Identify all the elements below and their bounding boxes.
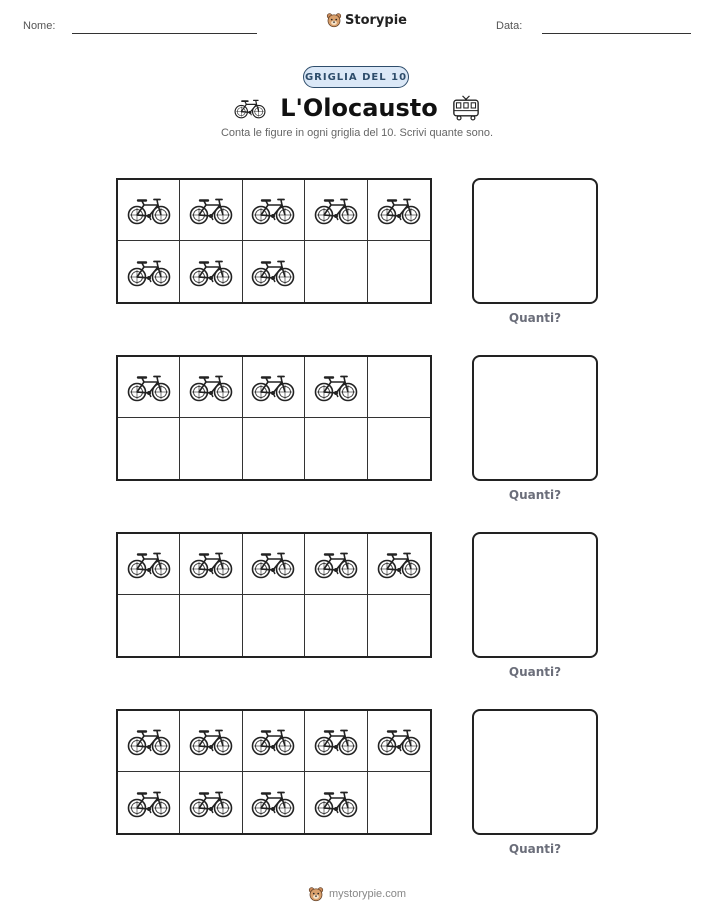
ten-frame-cell [180, 711, 242, 772]
bear-icon [308, 886, 324, 902]
ten-frame-cell [368, 595, 430, 656]
ten-frame-cell [305, 595, 367, 656]
ten-frame-cell [305, 180, 367, 241]
bicycle-icon [377, 194, 421, 226]
ten-frame [116, 532, 432, 658]
ten-frame-cell [243, 772, 305, 833]
answer-label: Quanti? [508, 311, 562, 325]
bicycle-icon [189, 548, 233, 580]
bicycle-icon [251, 371, 295, 403]
ten-frame-cell [180, 772, 242, 833]
bicycle-icon [251, 548, 295, 580]
footer [0, 886, 714, 902]
ten-frame-cell [305, 711, 367, 772]
bicycle-icon [127, 548, 171, 580]
bicycle-icon [251, 725, 295, 757]
ten-frame-cell [118, 241, 180, 302]
bicycle-icon [314, 787, 358, 819]
ten-frame-cell [118, 772, 180, 833]
ten-frame [116, 709, 432, 835]
answer-box[interactable] [472, 709, 598, 835]
answer-box[interactable] [472, 178, 598, 304]
bicycle-icon [189, 371, 233, 403]
page-title: L'Olocausto [280, 94, 438, 122]
ten-frame-cell [243, 180, 305, 241]
bicycle-icon [314, 548, 358, 580]
ten-frame-cell [118, 180, 180, 241]
ten-frame-cell [368, 241, 430, 302]
name-input-line[interactable] [72, 33, 257, 34]
brand-logo [326, 12, 407, 28]
worksheet-type-badge: GRIGLIA DEL 10 [303, 66, 409, 88]
ten-frame-cell [368, 534, 430, 595]
ten-frame-cell [368, 772, 430, 833]
ten-frame [116, 178, 432, 304]
bicycle-icon [189, 787, 233, 819]
ten-frame [116, 355, 432, 481]
bicycle-icon [189, 725, 233, 757]
title-row [0, 92, 714, 124]
bicycle-icon [127, 787, 171, 819]
bear-icon [326, 12, 342, 28]
ten-frame-cell [243, 357, 305, 418]
bicycle-icon [314, 725, 358, 757]
ten-frame-cell [368, 418, 430, 479]
answer-label: Quanti? [508, 665, 562, 679]
bicycle-icon [377, 725, 421, 757]
ten-frame-cell [243, 418, 305, 479]
footer-url: mystorypie.com [328, 888, 407, 900]
ten-frame-cell [305, 534, 367, 595]
tram-icon [452, 95, 480, 121]
answer-box[interactable] [472, 355, 598, 481]
ten-frame-cell [180, 180, 242, 241]
ten-frame-cell [118, 711, 180, 772]
bicycle-icon [251, 787, 295, 819]
bicycle-icon [127, 256, 171, 288]
answer-label: Quanti? [508, 842, 562, 856]
bicycle-icon [314, 371, 358, 403]
bicycle-icon [189, 256, 233, 288]
ten-frame-cell [243, 534, 305, 595]
bicycle-icon [127, 725, 171, 757]
ten-frame-cell [118, 595, 180, 656]
bicycle-icon [251, 194, 295, 226]
bicycle-icon [251, 256, 295, 288]
bicycle-icon [127, 194, 171, 226]
ten-frame-cell [243, 241, 305, 302]
ten-frame-cell [243, 711, 305, 772]
date-input-line[interactable] [542, 33, 691, 34]
bicycle-icon [314, 194, 358, 226]
ten-frame-cell [305, 772, 367, 833]
ten-frame-cell [180, 418, 242, 479]
ten-frame-cell [180, 357, 242, 418]
ten-frame-cell [305, 418, 367, 479]
ten-frame-cell [305, 357, 367, 418]
bicycle-icon [377, 548, 421, 580]
date-label: Data: [496, 20, 523, 32]
instructions: Conta le figure in ogni griglia del 10. Scrivi quante sono. [220, 127, 494, 139]
bicycle-icon [189, 194, 233, 226]
ten-frame-cell [118, 418, 180, 479]
answer-label: Quanti? [508, 488, 562, 502]
name-label: Nome: [23, 20, 56, 32]
ten-frame-cell [118, 357, 180, 418]
answer-box[interactable] [472, 532, 598, 658]
bicycle-icon [234, 97, 266, 119]
bicycle-icon [127, 371, 171, 403]
ten-frame-cell [180, 595, 242, 656]
worksheet-header [0, 0, 714, 50]
ten-frame-cell [180, 241, 242, 302]
ten-frame-cell [118, 534, 180, 595]
ten-frame-cell [368, 711, 430, 772]
ten-frame-cell [368, 180, 430, 241]
ten-frame-cell [243, 595, 305, 656]
brand-name: Storypie [345, 12, 407, 28]
ten-frame-cell [368, 357, 430, 418]
ten-frame-cell [305, 241, 367, 302]
ten-frame-cell [180, 534, 242, 595]
